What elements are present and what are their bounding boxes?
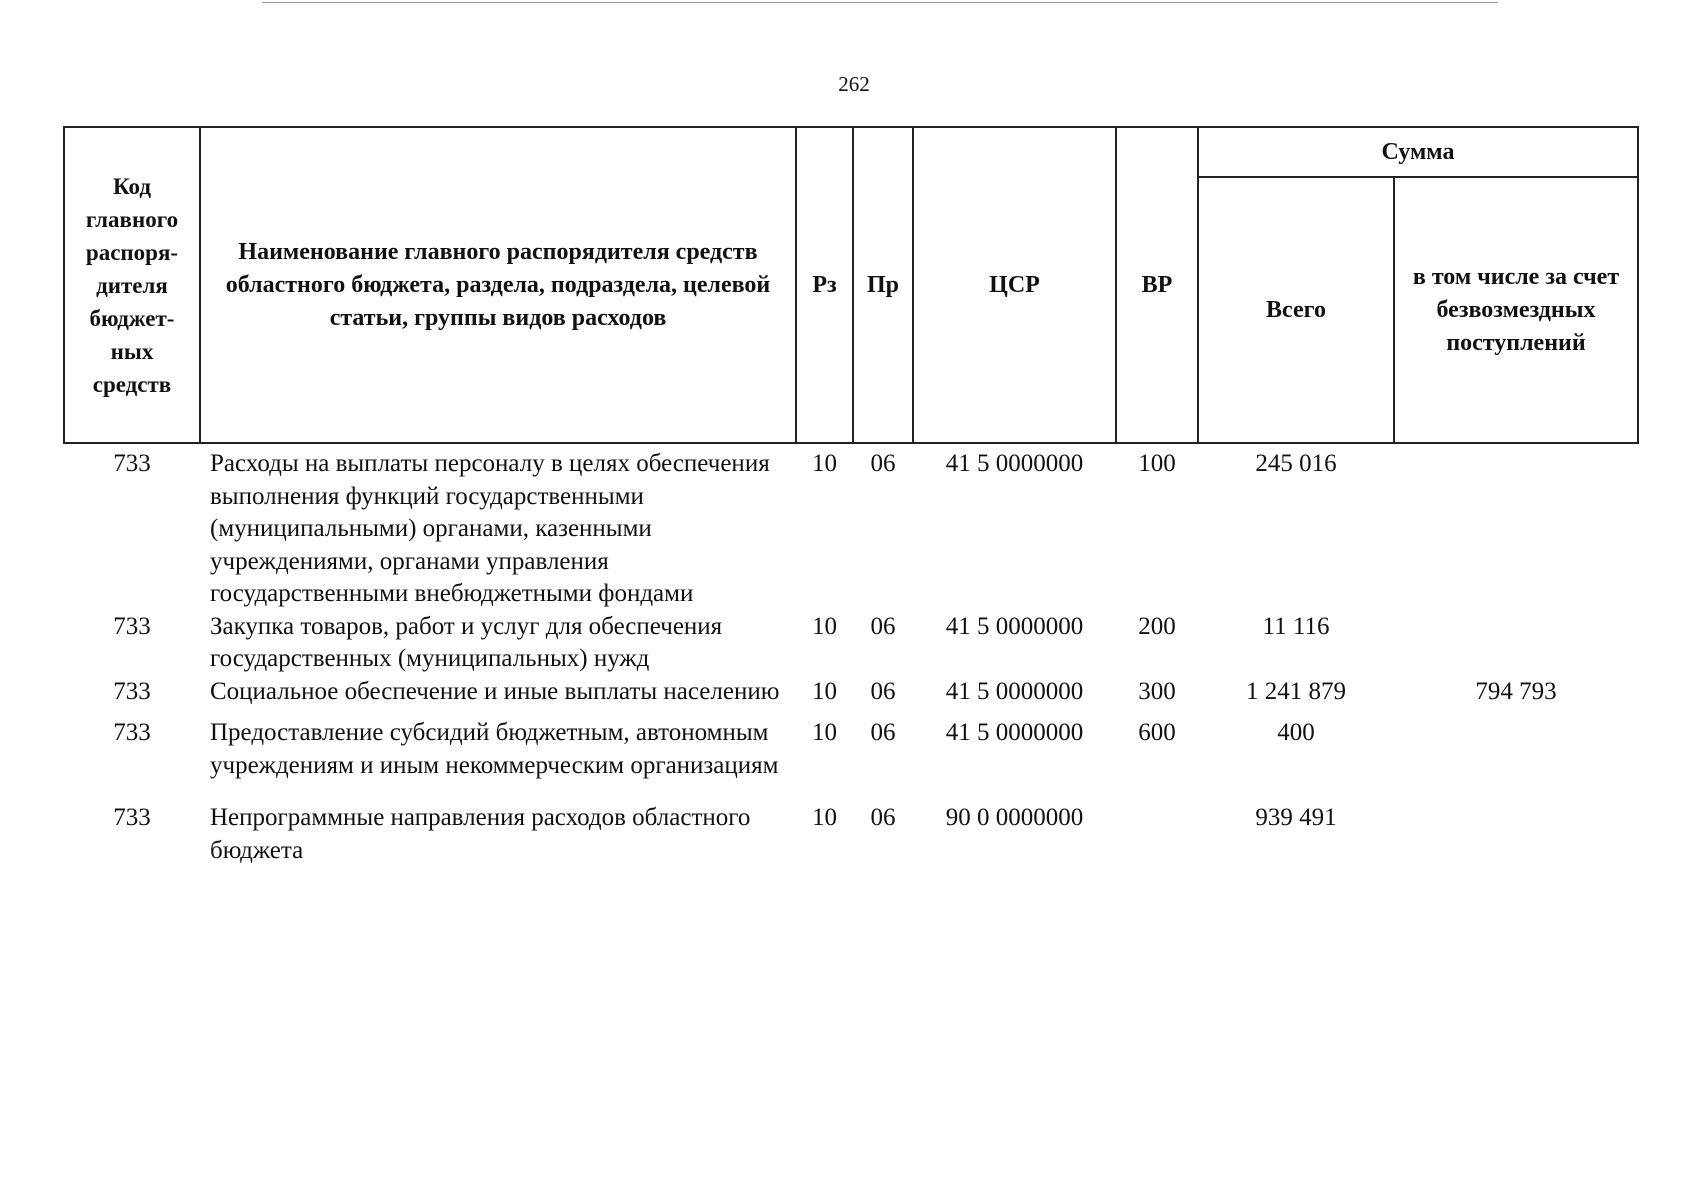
cell-total: 939 491 — [1255, 804, 1337, 831]
cell-free — [1394, 802, 1638, 867]
cell-vr: 200 — [1138, 612, 1176, 640]
cell-total: 1 241 879 — [1246, 677, 1346, 705]
cell-rz: 10 — [812, 719, 837, 746]
cell-pr: 06 — [870, 450, 896, 477]
header-pr: Пр — [853, 127, 913, 443]
cell-name: Непрограммные направления расходов областного бюджета — [210, 804, 751, 864]
cell-name: Предоставление субсидий бюджетным, автономным учреждениям и иным некоммерческим организациям — [210, 719, 779, 779]
header-name: Наименование главного распорядителя средств областного бюджета, раздела, подраздела, целевой статьи, группы видов расходов — [200, 127, 796, 443]
table-row — [64, 611, 1638, 676]
table-row — [64, 676, 1638, 718]
cell-rz: 10 — [812, 612, 837, 640]
header-free: в том числе за счет безвозмездных поступлений — [1394, 177, 1638, 443]
budget-table — [63, 126, 1639, 867]
cell-csr: 41 5 0000000 — [945, 719, 1084, 746]
cell-free: 794 793 — [1475, 677, 1557, 705]
cell-vr: 100 — [1138, 450, 1176, 477]
header-rz: Рз — [796, 127, 853, 443]
header-total: Всего — [1198, 177, 1394, 443]
cell-csr: 41 5 0000000 — [945, 450, 1084, 477]
cell-vr: 300 — [1138, 677, 1176, 705]
cell-total: 11 116 — [1262, 612, 1330, 640]
table-row — [64, 717, 1638, 802]
cell-free — [1394, 717, 1638, 802]
cell-pr: 06 — [870, 719, 896, 746]
cell-rz: 10 — [812, 677, 837, 705]
header-csr: ЦСР — [913, 127, 1116, 443]
page-number: 262 — [838, 72, 870, 96]
table-row — [64, 802, 1638, 867]
cell-total: 400 — [1277, 719, 1315, 746]
table-row — [64, 443, 1638, 611]
cell-pr: 06 — [870, 804, 896, 831]
cell-name: Закупка товаров, работ и услуг для обеспечения государственных (муниципальных) нужд — [210, 612, 723, 672]
top-rule — [262, 2, 1498, 3]
header-sum: Сумма — [1198, 127, 1638, 177]
header-vr: ВР — [1116, 127, 1198, 443]
cell-csr: 90 0 0000000 — [945, 804, 1084, 831]
cell-rz: 10 — [812, 450, 837, 477]
cell-vr — [1116, 802, 1198, 867]
cell-pr: 06 — [870, 677, 896, 705]
cell-code: 733 — [113, 450, 151, 477]
cell-csr: 41 5 0000000 — [945, 612, 1084, 640]
cell-pr: 06 — [870, 612, 896, 640]
cell-name: Расходы на выплаты персоналу в целях обеспечения выполнения функций государственными (муниципальными) органами, казенными учреждениями, органами управления государственными внебюджетными фондами — [210, 450, 770, 607]
cell-code: 733 — [113, 677, 151, 705]
cell-code: 733 — [113, 804, 151, 831]
cell-name: Социальное обеспечение и иные выплаты населению — [210, 677, 780, 705]
cell-code: 733 — [113, 719, 151, 746]
header-code: Код главного распоря-дителя бюджет-ных средств — [64, 127, 200, 443]
cell-free — [1394, 611, 1638, 676]
cell-total: 245 016 — [1255, 450, 1337, 477]
cell-code: 733 — [113, 612, 151, 640]
cell-free — [1394, 443, 1638, 611]
cell-vr: 600 — [1138, 719, 1176, 746]
cell-csr: 41 5 0000000 — [945, 677, 1084, 705]
cell-rz: 10 — [812, 804, 837, 831]
